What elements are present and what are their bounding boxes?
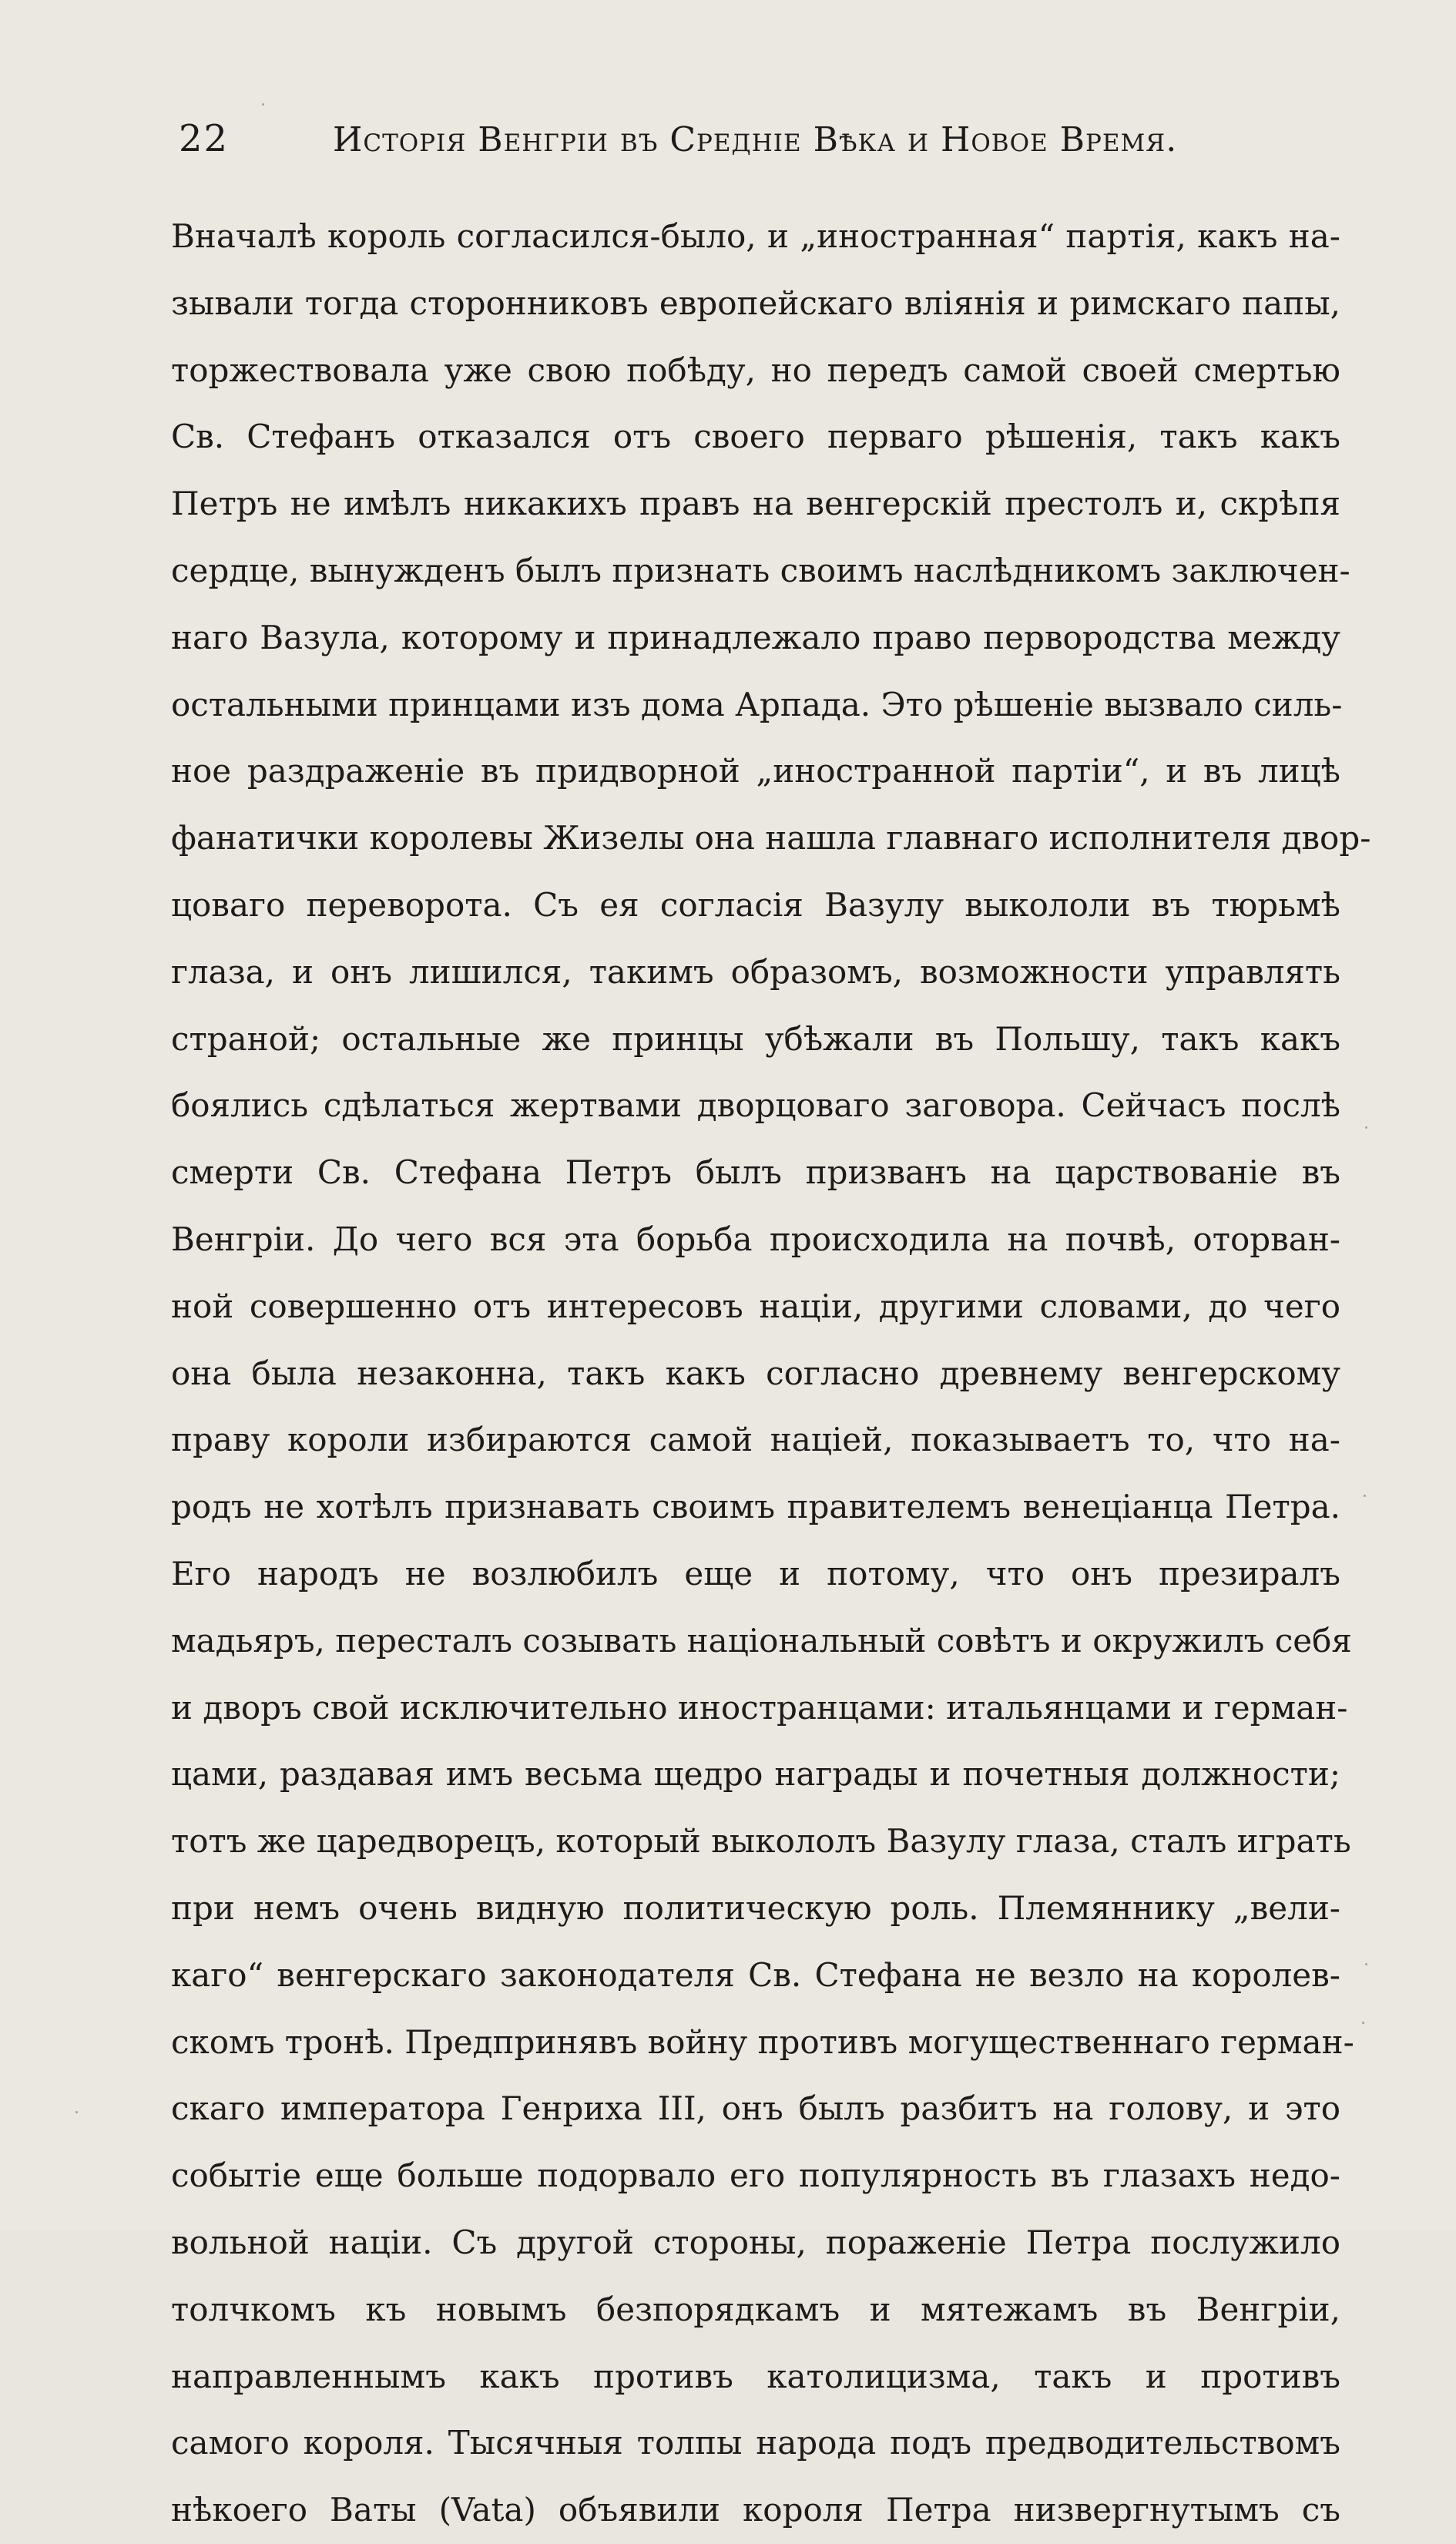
text-line: зывали тогда сторонниковъ европейскаго вліянія и римскаго папы, bbox=[171, 284, 1340, 322]
text-line: каго“ венгерскаго законодателя Св. Стефана не везло на королев- bbox=[171, 1955, 1340, 1994]
text-line: Его народъ не возлюбилъ еще и потому, что онъ презиралъ bbox=[171, 1554, 1340, 1593]
text-line: сердце, вынужденъ былъ признать своимъ наслѣдникомъ заключен- bbox=[171, 551, 1350, 589]
text-line: ное раздраженіе въ придворной „иностранной партіи“, и въ лицѣ bbox=[171, 752, 1340, 790]
text-line: Св. Стефанъ отказался отъ своего перваго рѣшенія, такъ какъ bbox=[171, 418, 1340, 456]
text-line: наго Вазула, которому и принадлежало право первородства между bbox=[171, 618, 1340, 656]
paper-speck bbox=[75, 2111, 78, 2113]
text-line: вольной націи. Съ другой стороны, пораженіе Петра послужило bbox=[171, 2223, 1340, 2261]
text-line: родъ не хотѣлъ признавать своимъ правителемъ венеціанца Петра. bbox=[171, 1488, 1340, 1526]
paper-speck bbox=[1365, 1126, 1367, 1129]
text-line: ной совершенно отъ интересовъ націи, другими словами, до чего bbox=[171, 1287, 1340, 1325]
text-line: скаго императора Генриха III, онъ былъ разбитъ на голову, и это bbox=[171, 2089, 1340, 2128]
text-line: при немъ очень видную политическую роль. Племяннику „вели- bbox=[171, 1888, 1340, 1927]
text-line: тотъ же царедворецъ, который выкололъ Вазулу глаза, сталъ играть bbox=[171, 1822, 1351, 1861]
paper-speck bbox=[1364, 1495, 1366, 1497]
text-line: Петръ не имѣлъ никакихъ правъ на венгерскій престолъ и, скрѣпя bbox=[171, 485, 1340, 523]
text-line: фанатички королевы Жизелы она нашла главнаго исполнителя двор- bbox=[171, 819, 1371, 858]
paper-speck bbox=[262, 103, 264, 106]
text-line: событіе еще больше подорвало его популярность въ глазахъ недо- bbox=[171, 2156, 1340, 2195]
text-line: праву короли избираются самой націей, показываетъ то, что на- bbox=[171, 1421, 1340, 1459]
page-header bbox=[179, 117, 1350, 171]
text-line: и дворъ свой исключительно иностранцами: итальянцами и герман- bbox=[171, 1688, 1348, 1727]
text-line: страной; остальные же принцы убѣжали въ Польшу, такъ какъ bbox=[171, 1019, 1340, 1058]
body-text bbox=[171, 203, 1371, 2544]
running-title: Исторія Венгріи въ Средніе Вѣка и Новое Время. bbox=[333, 120, 1178, 159]
text-line: Вначалѣ король согласился-было, и „иностранная“ партія, какъ на- bbox=[171, 217, 1340, 255]
text-line: цами, раздавая имъ весьма щедро награды и почетныя должности; bbox=[171, 1755, 1340, 1794]
text-line: самого короля. Тысячныя толпы народа подъ предводительствомъ bbox=[171, 2424, 1340, 2462]
text-line: остальными принцами изъ дома Арпада. Это рѣшеніе вызвало силь- bbox=[171, 685, 1343, 723]
text-line: она была незаконна, такъ какъ согласно древнему венгерскому bbox=[171, 1354, 1340, 1392]
text-line: торжествовала уже свою побѣду, но передъ самой своей смертью bbox=[171, 351, 1340, 389]
text-line: мадьяръ, пересталъ созывать національный совѣтъ и окружилъ себя bbox=[171, 1621, 1352, 1660]
paper-speck bbox=[1362, 2022, 1364, 2024]
text-line: нѣкоего Ваты (Vata) объявили короля Петра низвергнутымъ съ bbox=[171, 2491, 1340, 2529]
text-line: цоваго переворота. Съ ея согласія Вазулу выкололи въ тюрьмѣ bbox=[171, 885, 1340, 924]
text-line: скомъ тронѣ. Предпринявъ войну противъ могущественнаго герман- bbox=[171, 2022, 1354, 2061]
text-line: толчкомъ къ новымъ безпорядкамъ и мятежамъ въ Венгріи, bbox=[171, 2290, 1340, 2328]
text-line: глаза, и онъ лишился, такимъ образомъ, возможности управлять bbox=[171, 952, 1340, 991]
text-line: боялись сдѣлаться жертвами дворцоваго заговора. Сейчасъ послѣ bbox=[171, 1086, 1340, 1125]
text-line: смерти Св. Стефана Петръ былъ призванъ на царствованіе въ bbox=[171, 1153, 1340, 1192]
text-line: направленнымъ какъ противъ католицизма, такъ и противъ bbox=[171, 2357, 1340, 2395]
paper-speck bbox=[1365, 1963, 1367, 1965]
page-number: 22 bbox=[179, 117, 230, 160]
text-line: Венгріи. До чего вся эта борьба происходила на почвѣ, оторван- bbox=[171, 1220, 1340, 1258]
